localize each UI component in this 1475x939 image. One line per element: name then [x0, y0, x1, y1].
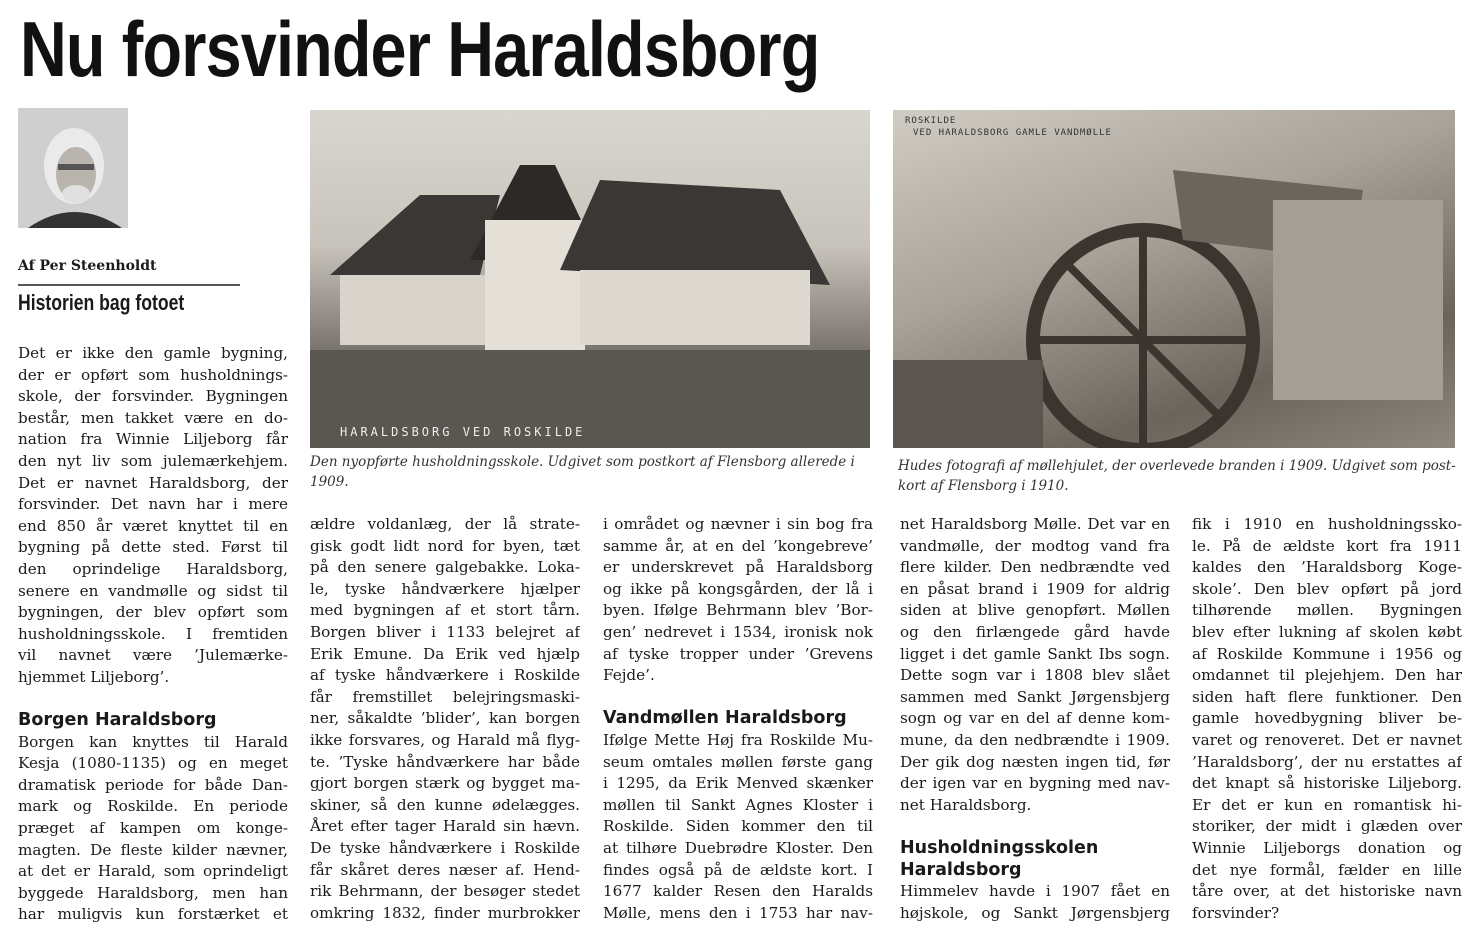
- paragraph: [900, 514, 1170, 816]
- spacer: [900, 816, 1170, 838]
- text-line: byggede Haraldsborg, men han: [18, 883, 288, 902]
- text-line: Det er navnet Haraldsborg, der: [18, 473, 288, 492]
- text-line: husholdningsskole. I fremtiden: [18, 624, 288, 643]
- section-heading: [603, 708, 873, 730]
- text-line: magten. De fleste kilder nævner,: [18, 840, 288, 859]
- text-line: gisk godt lidt nord for byen, tæt: [310, 536, 580, 555]
- heading-line: Vandmøllen Haraldsborg: [603, 708, 847, 729]
- text-line: en påsat brand i 1909 for aldrig: [900, 579, 1170, 598]
- text-line: omkring 1832, finder murbrokker: [310, 903, 580, 922]
- photo-husholdningsskole: [310, 110, 870, 448]
- text-line: vandmølle, der modtog vand fra: [900, 536, 1170, 555]
- article-column-5: [1192, 514, 1462, 924]
- text-line: der er opført som husholdnings-: [18, 365, 288, 384]
- text-line: blev efter lukning af skolen købt: [1192, 622, 1462, 641]
- text-line: Året efter tager Harald sin hævn.: [310, 817, 580, 836]
- text-line: senere en vandmølle og sidst til: [18, 581, 288, 600]
- text-line: net Haraldsborg.: [900, 795, 1032, 814]
- text-line: gen’ nedrevet i 1534, ironisk nok: [603, 622, 873, 641]
- heading-line: Haraldsborg: [900, 859, 1022, 880]
- article-column-1: [18, 343, 288, 926]
- text-line: siden haft flere funktioner. Den: [1192, 687, 1462, 706]
- text-line: Mølle, mens den i 1753 har nav-: [603, 903, 873, 922]
- text-line: byen. Ifølge Behrmann blev ’Bor-: [603, 601, 873, 620]
- text-line: 1677 kalder Resen den Haralds: [603, 882, 873, 901]
- paragraph: [900, 881, 1170, 924]
- text-line: tåre over, at det historiske navn: [1192, 882, 1462, 901]
- text-line: ældre voldanlæg, der lå strate-: [310, 515, 580, 533]
- text-line: Winnie Liljeborgs donation og: [1192, 838, 1462, 857]
- text-line: rik Behrmann, der besøger stedet: [310, 882, 580, 901]
- text-line: storiker, der midt i glæden over: [1192, 817, 1462, 836]
- article-column-3: [603, 514, 873, 924]
- text-line: får fremstillet belejringsmaski-: [310, 687, 580, 706]
- text-line: Er det er kun en romantisk hi-: [1192, 795, 1462, 814]
- text-line: og den firlængede gård havde: [900, 622, 1170, 641]
- text-line: af tyske tropper under ’Grevens: [603, 644, 873, 663]
- text-line: Der gik dog næsten ingen tid, før: [900, 752, 1170, 771]
- text-line: Det er ikke den gamle bygning,: [18, 344, 288, 362]
- text-line: mune, da den nedbrændte i 1909.: [900, 730, 1170, 749]
- text-line: flere kilder. Den nedbrændte ved: [900, 558, 1170, 577]
- text-line: end 850 år været knyttet til en: [18, 516, 288, 535]
- caption-line: 1909.: [310, 474, 349, 490]
- text-line: le, tyske håndværkere hjælper: [310, 579, 580, 598]
- text-line: af tyske håndværkere i Roskilde: [310, 666, 580, 685]
- text-line: på den senere galgebakke. Loka-: [310, 558, 580, 577]
- spacer: [18, 689, 288, 711]
- caption-line: kort af Flensborg i 1910.: [898, 478, 1069, 494]
- text-line: Erik Emune. Da Erik ved hjælp: [310, 644, 580, 663]
- text-line: det nye formål, fælder en lille: [1192, 860, 1462, 879]
- text-line: seum omtales møllen første gang: [603, 752, 873, 771]
- text-line: fik i 1910 en husholdningssko-: [1192, 515, 1462, 533]
- text-line: vil navnet være ’Julemærke-: [18, 646, 288, 665]
- building-image: [310, 110, 870, 448]
- text-line: Himmelev havde i 1907 fået en: [900, 882, 1170, 901]
- paragraph: [18, 732, 288, 926]
- headline: Nu forsvinder Haraldsborg: [20, 5, 820, 93]
- paragraph: [18, 343, 288, 689]
- text-line: får skåret deres næser af. Hend-: [310, 860, 580, 879]
- text-line: gamle hovedbygning bliver be-: [1192, 709, 1462, 728]
- caption-line: Den nyopførte husholdningsskole. Udgivet som postkort af Flensborg allerede i: [310, 454, 855, 470]
- text-line: der igen var en bygning med nav-: [900, 774, 1170, 793]
- section-heading: [18, 710, 288, 732]
- text-line: af Roskilde Kommune i 1956 og: [1192, 644, 1462, 663]
- text-line: omdannet til plejehjem. Den har: [1192, 666, 1462, 685]
- portrait-image: [18, 108, 128, 228]
- photo-label: HARALDSBORG VED ROSKILDE: [340, 425, 586, 439]
- text-line: består, men takket være en do-: [18, 408, 288, 427]
- text-line: gjort borgen stærk og bygget ma-: [310, 774, 580, 793]
- text-line: præget af kampen om konge-: [18, 819, 288, 838]
- text-line: forsvinder. Det navn har i mere: [18, 495, 288, 514]
- text-line: forsvinder?: [1192, 903, 1280, 922]
- text-line: skole, der forsvinder. Bygningen: [18, 387, 288, 406]
- text-line: højskole, og Sankt Jørgensbjerg: [900, 903, 1170, 922]
- text-line: hjemmet Liljeborg’.: [18, 667, 170, 686]
- paragraph: [310, 514, 580, 924]
- text-line: varet og renoveret. Det er navnet: [1192, 730, 1462, 749]
- text-line: i 1295, da Erik Menved skænker: [603, 774, 873, 793]
- text-line: Roskilde. Siden kommer den til: [603, 817, 873, 836]
- text-line: møllen til Sankt Agnes Kloster i: [603, 795, 873, 814]
- paragraph: [1192, 514, 1462, 924]
- text-line: at det er Harald, som oprindeligt: [18, 862, 288, 881]
- section-heading: [900, 838, 1170, 881]
- paragraph: [603, 730, 873, 924]
- text-line: findes også på de ældste kort. I: [603, 860, 873, 879]
- text-line: net Haraldsborg Mølle. Det var en: [900, 515, 1170, 533]
- text-line: ikke forsvares, og Harald må flyg-: [310, 730, 580, 749]
- text-line: bygning på dette sted. Først til: [18, 538, 288, 557]
- byline: Af Per Steenholdt: [18, 258, 157, 274]
- text-line: De tyske håndværkere i Roskilde: [310, 838, 580, 857]
- photo-caption: [310, 452, 880, 492]
- photo-label-sub: VED HARALDSBORG GAMLE VANDMØLLE: [913, 128, 1112, 138]
- waterwheel-image: [893, 110, 1455, 448]
- text-line: Kesja (1080-1135) og en meget: [18, 754, 288, 773]
- photo-moellehjul: [893, 110, 1455, 448]
- text-line: skole’. Den blev opført på jord: [1192, 579, 1462, 598]
- text-line: bygningen, der blev opført som: [18, 603, 288, 622]
- text-line: samme år, at en del ’kongebreve’: [603, 536, 873, 555]
- text-line: har muligvis kun forstærket et: [18, 905, 288, 924]
- photo-label-top: ROSKILDE: [905, 116, 957, 126]
- text-line: med bygningen af et stort tårn.: [310, 601, 580, 620]
- text-line: Borgen kan knyttes til Harald: [18, 732, 288, 751]
- heading-line: Husholdningsskolen: [900, 837, 1099, 858]
- text-line: den nyt liv som julemærkehjem.: [18, 451, 288, 470]
- text-line: tilhørende møllen. Bygningen: [1192, 601, 1462, 620]
- text-line: Fejde’.: [603, 666, 655, 685]
- text-line: sogn og var en del af denne kom-: [900, 709, 1170, 728]
- divider: [18, 284, 240, 286]
- text-line: nation fra Winnie Liljeborg får: [18, 430, 288, 449]
- photo-caption: [898, 456, 1458, 496]
- text-line: dramatisk periode for både Dan-: [18, 775, 288, 794]
- text-line: mark og Roskilde. En periode: [18, 797, 288, 816]
- paragraph: [603, 514, 873, 687]
- text-line: Dette sogn var i 1808 blev slået: [900, 666, 1170, 685]
- text-line: sammen med Sankt Jørgensbjerg: [900, 687, 1170, 706]
- text-line: le. På de ældste kort fra 1911: [1192, 536, 1462, 555]
- spacer: [603, 687, 873, 709]
- text-line: skiner, så den kunne ødelægges.: [310, 795, 580, 814]
- text-line: ner, såkaldte ’blider’, kan borgen: [310, 709, 580, 728]
- text-line: og ikke på kongsgården, der lå i: [603, 579, 873, 598]
- text-line: den oprindelige Haraldsborg,: [18, 559, 288, 578]
- text-line: ’Haraldsborg’, der nu erstattes af: [1192, 752, 1462, 771]
- text-line: at tilhøre Duebrødre Kloster. Den: [603, 838, 873, 857]
- text-line: i området og nævner i sin bog fra: [603, 515, 873, 533]
- article-column-4: [900, 514, 1170, 924]
- caption-line: Hudes fotografi af møllehjulet, der overlevede branden i 1909. Udgivet som post-: [898, 458, 1456, 474]
- author-portrait: [18, 108, 128, 228]
- article-column-2: [310, 514, 580, 924]
- text-line: det knapt så historiske Liljeborg.: [1192, 774, 1462, 793]
- section-kicker: Historien bag fotoet: [18, 290, 185, 315]
- text-line: er underskrevet på Haraldsborg: [603, 558, 873, 577]
- text-line: ligget i det gamle Sankt Ibs sogn.: [900, 644, 1170, 663]
- text-line: Ifølge Mette Høj fra Roskilde Mu-: [603, 730, 873, 749]
- heading-line: Borgen Haraldsborg: [18, 710, 217, 731]
- text-line: kaldes den ’Haraldsborg Koge-: [1192, 558, 1462, 577]
- text-line: siden at blive genopført. Møllen: [900, 601, 1170, 620]
- text-line: Borgen bliver i 1133 belejret af: [310, 622, 580, 641]
- text-line: te. ’Tyske håndværkere har både: [310, 752, 580, 771]
